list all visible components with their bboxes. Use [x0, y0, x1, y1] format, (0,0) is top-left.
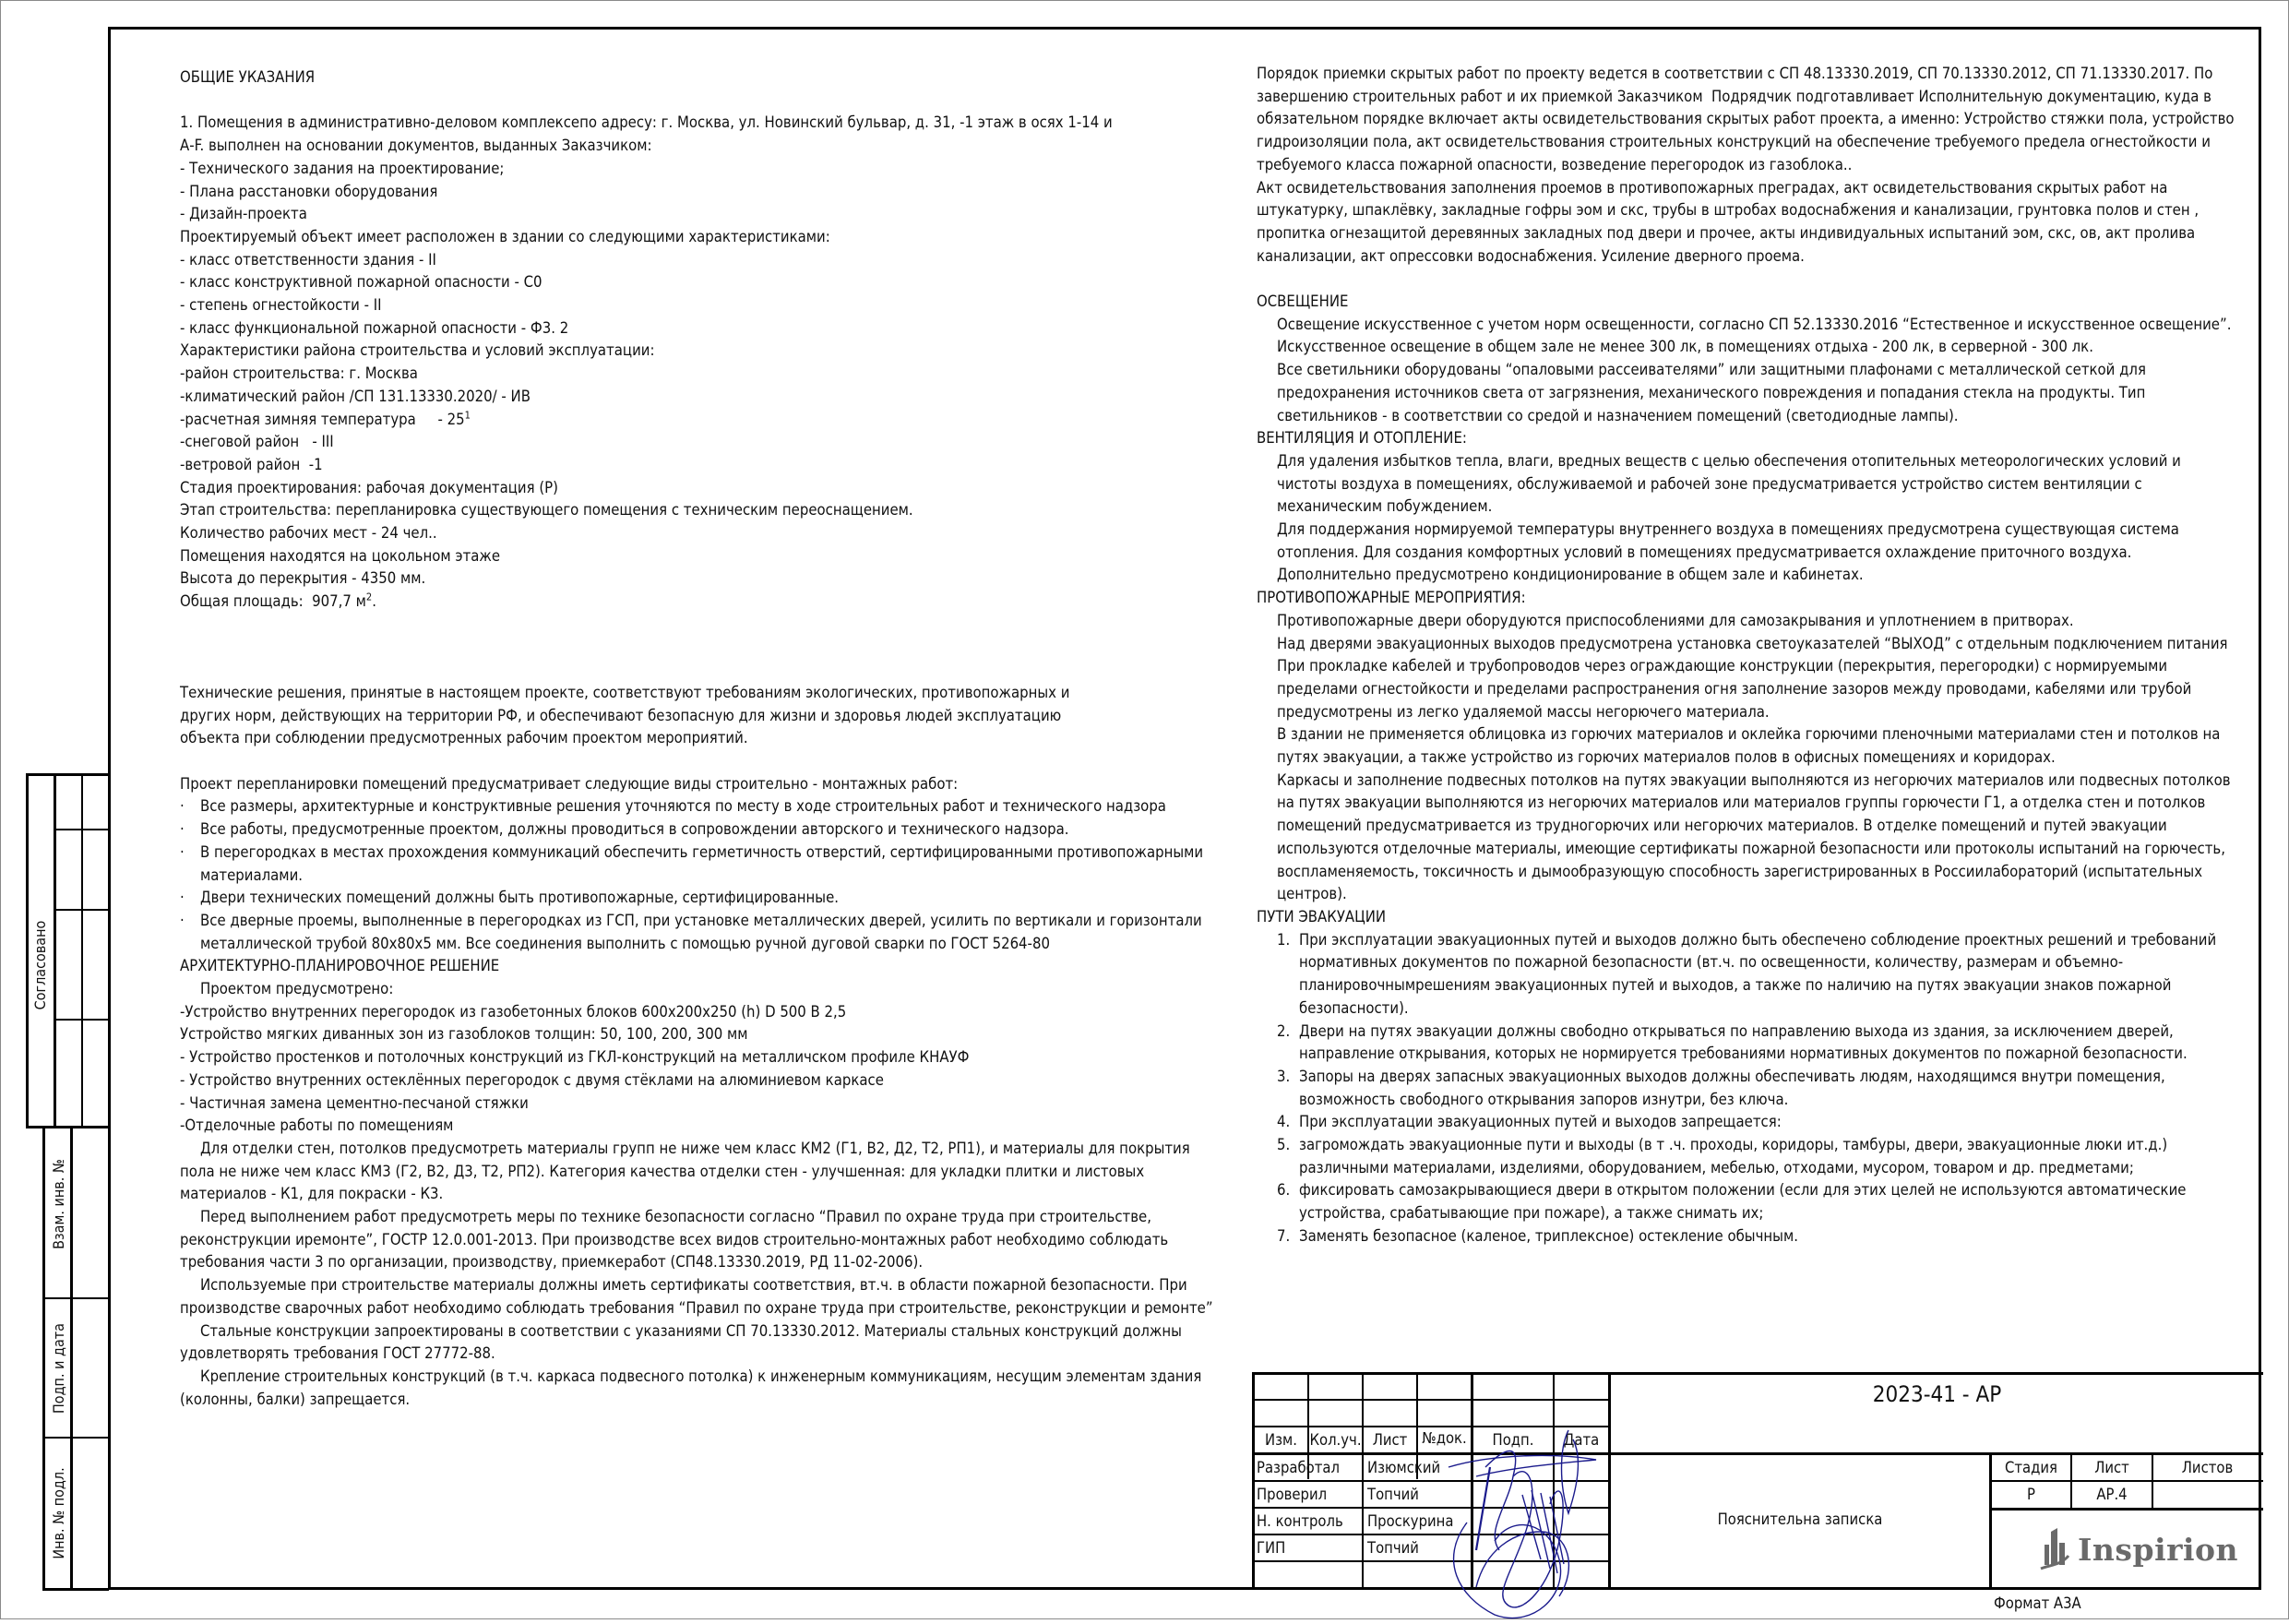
tech-solutions [180, 682, 1213, 750]
evacuation-item: 6. фиксировать самозакрывающиеся двери в открытом положении (если для этих целей не используются автоматические устройства, срабатывающие при пожаре), а также снимать их; [1277, 1181, 2191, 1223]
header-date: Дата [1563, 1431, 1600, 1449]
text-line: - Дизайн-проекта [180, 205, 307, 223]
section-heading-arch: АРХИТЕКТУРНО-ПЛАНИРОВОЧНОЕ РЕШЕНИЕ [180, 957, 500, 975]
acceptance-paragraphs [1257, 63, 2239, 268]
header-change: Изм. [1265, 1431, 1297, 1449]
text-line: других норм, действующих на территории РФ, и обеспечивают безопасную для жизни и здоровья людей эксплуатацию [180, 706, 1062, 724]
evacuation-list [1257, 929, 2239, 1248]
document-title: Пояснительна записка [1717, 1511, 1883, 1528]
agreed-label: Согласовано [31, 920, 49, 1010]
text-line: - степень огнестойкости - II [180, 296, 382, 315]
signature-scribble [1421, 1412, 1633, 1624]
paragraph: Для отделки стен, потолков предусмотреть материалы групп не ниже чем класс КМ2 (Г1, В2, Д2, Т2, РП1), и материалы для покрытия пола не ниже чем класс КМ3 (Г2, В2, Д3, Т2, РП2). Категория качества отделки стен - улучшенная: для укладки плитки и листовых материалов - К1, для покраски - К3. [180, 1139, 1195, 1203]
item-number: 6. [1277, 1181, 1291, 1200]
paragraph: Порядок приемки скрытых работ по проекту ведется в соответствии с СП 48.13330.2019, СП 70.13330.2012, СП 71.13330.2017. По завершению строительных работ и их приемкой Заказчиком Подрядчик подготавливает Исполнительную документацию, куда в обязательном порядке включает акты освидетельствования скрытых работ проекта, а именно: Устройство стяжки пола, устройство гидроизоляции пола, акт освидетельствования строительных конструкций на обеспечение требуемого предела огнестойкости и требуемого класса пожарной опасности, возведение перегородок из газоблока.. [1257, 65, 2239, 173]
right-column [1257, 63, 2239, 1248]
bullet-item: · Все работы, предусмотренные проектом, должны проводиться в сопровождении авторского и технического надзора. [180, 818, 1213, 842]
fire-paragraphs [1257, 610, 2239, 906]
role-norm-control: Н. контроль [1257, 1512, 1343, 1530]
text-line: - класс функциональной пожарной опасности - Ф3. 2 [180, 318, 569, 337]
text-line: Проектируемый объект имеет расположен в здании со следующими характеристиками: [180, 227, 830, 245]
ventilation-paragraphs [1257, 450, 2239, 587]
paper-format: Формат А3А [1994, 1594, 2081, 1612]
paragraph: Все светильники оборудованы “опаловыми рассеивателями” или защитными плафонами с металлической сеткой для предохранения источников света от загрязнения, механического повреждения и попадания стекла на продукты. Тип светильников - в соответствии со средой и назначением помещений (светодиодные лампы). [1277, 361, 2151, 424]
arch-paragraphs [180, 1138, 1213, 1411]
bullet-icon: · [180, 797, 185, 816]
paragraph: Дополнительно предусмотрено кондиционирование в общем зале и кабинетах. [1277, 566, 1864, 584]
text-line: - Частичная замена цементно-песчаной стяжки [180, 1093, 529, 1112]
original-inventory-label: Инв. № подл. [50, 1467, 67, 1559]
text-line: - Технического задания на проектирование; [180, 159, 505, 177]
item-number: 2. [1277, 1021, 1291, 1040]
header-doc-number: №док. [1422, 1429, 1467, 1447]
paragraph: Противопожарные двери оборудуются приспособлениями для самозакрывания и уплотнением в притворах. [1277, 611, 2074, 629]
paragraph: Для удаления избытков тепла, влаги, вредных веществ с целью обеспечения отопительных метеорологических условий и чистоты воздуха в помещениях, обслуживаемой и рабочей зоне предусматривается устройство систем вентиляции с механическим побуждением. [1277, 451, 2186, 516]
name-chief-engineer: Топчий [1367, 1539, 1419, 1557]
paragraph: Крепление строительных конструкций (в т.ч. каркаса подвесного потолка) к инженерным коммуникациям, несущим элементам здания (колонны, балки) запрещается. [180, 1367, 1207, 1408]
item-number: 4. [1277, 1113, 1291, 1131]
text-line: - класс конструктивной пожарной опасности - С0 [180, 273, 542, 292]
text-line: -ветровой район -1 [180, 455, 323, 473]
text-line: -Устройство внутренних перегородок из газобетонных блоков 600х200х250 (h) D 500 В 2,5 [180, 1002, 847, 1021]
paragraph: Освещение искусственное с учетом норм освещенности, согласно СП 52.13330.2016 “Естественное и искусственное освещение”. Искусственное освещение в общем зале не менее 300 лк, в помещениях отдыха - 200 лк, в серверной - 300 лк. [1277, 315, 2236, 356]
paragraph: Используемые при строительстве материалы должны иметь сертификаты соответствия, вт.ч. в области пожарной безопасности. При производстве сварочных работ необходимо соблюдать требования “Правил по охране труда при строительстве, реконструкции и ремонте” [180, 1276, 1213, 1317]
general-more [180, 431, 1213, 591]
text-line: Технические решения, принятые в настоящем проекте, соответствуют требованиям экологических, противопожарных и [180, 683, 1070, 701]
role-chief-engineer: ГИП [1257, 1539, 1286, 1557]
paragraph: Перед выполнением работ предусмотреть меры по технике безопасности согласно “Правил по охране труда при строительстве, реконструкции иремонте”, ГОСТР 12.0.001-2013. При производстве всех видов строительно-монтажных работ необходимо соблюдать требования части 3 по организации, производству, приемкеработ (СП48.13330.2019, РД 11-02-2006). [180, 1208, 1173, 1272]
text-line: -Отделочные работы по помещениям [180, 1116, 454, 1135]
text-line: объекта при соблюдении предусмотренных рабочим проектом мероприятий. [180, 729, 748, 747]
paragraph: При прокладке кабелей и трубопроводов через ограждающие конструкции (перекрытия, перегородки) с нормируемыми пределами огнестойкости и пределами распространения огня заполнение зазоров между проводами, кабелями или трубой предусмотрены из легко удаляемой массы негорючего материала. [1277, 657, 2197, 721]
text-line: - класс ответственности здания - II [180, 250, 436, 269]
lighting-paragraphs [1257, 314, 2239, 428]
bullet-item: · Двери технических помещений должны быть противопожарные, сертифицированные. [180, 887, 1213, 910]
section-heading-general: ОБЩИЕ УКАЗАНИЯ [180, 68, 316, 86]
text-line: А-F. выполнен на основании документов, выданных Заказчиком: [180, 137, 652, 155]
building-logo-icon [2039, 1528, 2070, 1570]
section-heading-evacuation: ПУТИ ЭВАКУАЦИИ [1257, 908, 1387, 925]
name-checked: Топчий [1367, 1486, 1419, 1503]
replace-inventory-label: Взам. инв. № [50, 1159, 67, 1249]
works-list [180, 795, 1213, 955]
text-line: Характеристики района строительства и условий эксплуатации: [180, 341, 655, 360]
text-line: Количество рабочих мест - 24 чел.. [180, 524, 437, 543]
document-code: 2023-41 - АР [1872, 1381, 2002, 1407]
stage-label: Стадия [2005, 1459, 2057, 1476]
paragraph: Стальные конструкции запроектированы в соответствии с указаниями СП 70.13330.2012. Материалы стальных конструкций должны удовлетворять требования ГОСТ 27772-88. [180, 1321, 1186, 1363]
area-line: Общая площадь: 907,7 $м^2$. [180, 591, 376, 611]
temperature-line: -расчетная зимняя температура - $25^1$ [180, 409, 471, 428]
text-line: -климатический район /СП 131.13330.2020/ - ИВ [180, 387, 531, 405]
text-line: - Устройство простенков и потолочных конструкций из ГКЛ-конструкций на металличском профиле КНАУФ [180, 1048, 970, 1067]
bullet-icon: · [180, 820, 185, 839]
arch-items [180, 1001, 1213, 1138]
text-line: -снеговой район - III [180, 433, 334, 451]
paragraph: Акт освидетельствования заполнения проемов в противопожарных преградах, акт освидетельствования скрытых работ на штукатурку, шпаклёвку, закладные гофры эом и скс, трубы в штробах водоснабжения и канализации, грунтовка полов и стен , пропитка огнезащитой деревянных закладных под двери и прочее, акты индивидуальных испытаний эом, скс, ов, акт пролива канализации, акт опрессовки водоснабжения. Усиление дверного проема. [1257, 178, 2203, 265]
text-line: -район строительства: г. Москва [180, 364, 418, 383]
section-heading-ventilation: ВЕНТИЛЯЦИЯ И ОТОПЛЕНИЕ: [1257, 429, 1467, 448]
item-number: 1. [1277, 930, 1291, 949]
bullet-icon: · [180, 842, 185, 861]
bullet-item: · В перегородках в местах прохождения коммуникаций обеспечить герметичность отверстий, сертифицированными противопожарными материалами. [180, 842, 1208, 884]
text-line: Помещения находятся на цокольном этаже [180, 546, 501, 565]
name-norm-control: Проскурина [1367, 1512, 1454, 1530]
item-number: 3. [1277, 1067, 1291, 1085]
item-number: 5. [1277, 1136, 1291, 1154]
sheet-label: Лист [2094, 1459, 2129, 1476]
paragraph: Над дверями эвакуационных выходов предусмотрена установка светоуказателей “ВЫХОД” с отдельным подключением питания [1277, 634, 2228, 652]
works-intro: Проект перепланировки помещений предусматривает следующие виды строительно - монтажных работ: [180, 774, 959, 793]
company-name: Inspirion [2078, 1531, 2239, 1568]
evacuation-item: 1. При эксплуатации эвакуационных путей и выходов должно быть обеспечено соблюдение проектных решений и требований нормативных документов по пожарной безопасности (вт.ч. по освещенности, количеству, размерам и объемно-планировочнымрешениям эвакуационных путей и выходов, а также по наличию на путях эвакуации знаков пожарной безопасности). [1277, 930, 2221, 1017]
evacuation-item: 4. При эксплуатации эвакуационных путей и выходов запрещается: [1257, 1111, 2239, 1134]
text-line: - Плана расстановки оборудования [180, 182, 438, 200]
header-count: Кол.уч. [1309, 1431, 1362, 1449]
text-line: Устройство мягких диванных зон из газоблоков толщин: 50, 100, 200, 300 мм [180, 1025, 748, 1044]
bullet-icon: · [180, 889, 185, 907]
text-line: Этап строительства: перепланировка существующего помещения с техническим переоснащением. [180, 501, 913, 519]
bullet-item: · Все размеры, архитектурные и конструктивные решения уточняются по месту в ходе строительных работ и технического надзора [180, 795, 1213, 818]
section-heading-fire: ПРОТИВОПОЖАРНЫЕ МЕРОПРИЯТИЯ: [1257, 589, 1526, 607]
bullet-icon: · [180, 911, 185, 929]
text-line: Стадия проектирования: рабочая документация (Р) [180, 478, 558, 496]
text-line: Высота до перекрытия - 4350 мм. [180, 569, 426, 588]
role-checked: Проверил [1257, 1486, 1328, 1503]
text-line: 1. Помещения в административно-деловом комплексепо адресу: г. Москва, ул. Новинский бульвар, д. 31, -1 этаж в осях 1-14 и [180, 113, 1113, 132]
paragraph: В здании не применяется облицовка из горючих материалов и оклейка горючими пленочными материалами стен и потолков на путях эвакуации, а также устройство из горючих материалов полов в офисных помещениях и коридорах. [1277, 725, 2225, 767]
evacuation-item: 7. Заменять безопасное (каленое, триплексное) остекление обычным. [1257, 1225, 2239, 1248]
role-developed: Разработал [1257, 1459, 1340, 1476]
sheets-label: Листов [2181, 1459, 2234, 1476]
section-heading-lighting: ОСВЕЩЕНИЕ [1257, 293, 1349, 311]
arch-intro: Проектом предусмотрено: [200, 980, 394, 998]
header-sheet: Лист [1372, 1431, 1408, 1449]
evacuation-item: 2. Двери на путях эвакуации должны свободно открываться по направлению выхода из здания, за исключением дверей, направление открывания, которых не нормируется требованиями нормативных документов по пожарной безопасности. [1277, 1021, 2188, 1063]
sheet-value: АР.4 [2096, 1486, 2128, 1503]
text-line: - Устройство внутренних остеклённых перегородок с двумя стёклами на алюминиевом каркасе [180, 1070, 884, 1089]
general-intro [180, 112, 1213, 408]
evacuation-item: 3. Запоры на дверях запасных эвакуационных выходов должны обеспечивать людям, находящимся внутри помещения, возможность свободного открывания запоров изнутри, без ключа. [1277, 1067, 2170, 1108]
evacuation-item: 5. загромождать эвакуационные пути и выходы (в т .ч. проходы, коридоры, тамбуры, двери, эвакуационные люки ит.д.) различными материалами, изделиями, оборудованием, мебелью, отходами, мусором, товаром и др. предметами; [1277, 1136, 2172, 1176]
name-developed: Изюмский [1367, 1459, 1441, 1476]
bullet-item: · Все дверные проемы, выполненные в перегородках из ГСП, при установке металлических дверей, усилить по вертикали и горизонтали металлической трубой 80х80х5 мм. Все соединения выполнить с помощью ручной дуговой сварки по ГОСТ 5264-80 [180, 911, 1207, 952]
paragraph: Для поддержания нормируемой температуры внутреннего воздуха в помещениях предусмотрена существующая система отопления. Для создания комфортных условий в помещениях предусматривается охлаждение приточного воздуха. [1277, 520, 2184, 561]
sign-date-label: Подп. и дата [50, 1322, 67, 1415]
company-logo [2039, 1528, 2238, 1570]
stage-value: Р [2027, 1486, 2035, 1503]
item-number: 7. [1277, 1226, 1291, 1245]
header-signature: Подп. [1492, 1431, 1534, 1449]
paragraph: Каркасы и заполнение подвесных потолков на путях эвакуации выполняются из негорючих материалов или подвесных потолков на путях эвакуации выполняются из негорючих материалов или материалов группы горючести Г1, а отделка стен и потолков помещений предусматривается из трудногорючих или негорючих материалов. В отделке помещений и путей эвакуации используются отделочные материалы, имеющие сертификаты пожарной безопасности или протоколы испытаний на горючесть, воспламеняемость, токсичность и дымообразующую способность зарегистрированных в Россиилабораторий (испытательных центров). [1277, 770, 2235, 903]
left-column [180, 66, 1213, 1411]
